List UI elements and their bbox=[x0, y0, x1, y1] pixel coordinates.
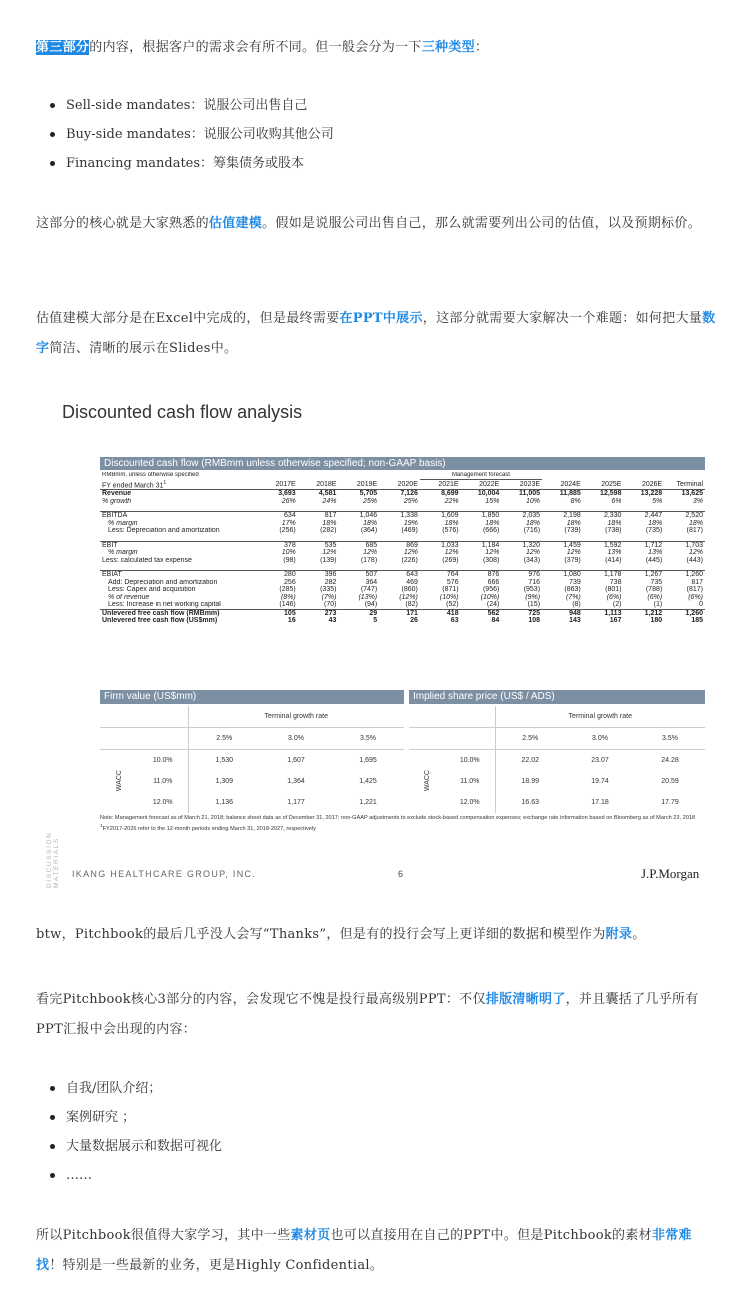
cell-value: 1,712 bbox=[623, 541, 664, 549]
mgmt-forecast-label: Management forecast bbox=[420, 472, 542, 480]
highlight-valuation: 估值建模 bbox=[208, 216, 263, 231]
cell-value: 3,693 bbox=[278, 490, 296, 498]
cell-value: 6% bbox=[611, 497, 622, 505]
cell-value: (2) bbox=[612, 601, 622, 609]
cell-value: 185 bbox=[691, 617, 703, 625]
cell-value: 12,598 bbox=[600, 490, 622, 498]
cell-value: 105 bbox=[257, 609, 298, 617]
table-row bbox=[100, 498, 705, 506]
cell-value: 2,198 bbox=[542, 512, 583, 520]
cell-value: (953) bbox=[523, 586, 541, 594]
cell-value: (8%) bbox=[280, 593, 296, 601]
cell-value: (70) bbox=[323, 601, 337, 609]
dcf-band-title: Discounted cash flow (RMBmm unless otherwise specified; non-GAAP basis) bbox=[100, 457, 705, 470]
cell-value: (343) bbox=[523, 556, 541, 564]
cell-value: 976 bbox=[501, 571, 542, 579]
cell-value: (666) bbox=[482, 527, 500, 535]
list-item: 大量数据展示和数据可视化 bbox=[36, 1132, 222, 1161]
cell-value: 396 bbox=[298, 571, 339, 579]
cell-value: 18% bbox=[566, 519, 581, 527]
cell-value: 12% bbox=[485, 549, 500, 557]
table-row bbox=[100, 792, 404, 813]
cell-value: (6%) bbox=[647, 593, 663, 601]
cell-value: (12%) bbox=[399, 593, 418, 601]
mandate-list bbox=[36, 91, 334, 178]
table-row bbox=[100, 586, 705, 594]
cell-value: 3% bbox=[692, 497, 703, 505]
cell-value: 18% bbox=[485, 519, 500, 527]
table-row bbox=[409, 750, 705, 772]
cell-value: 26 bbox=[410, 617, 418, 625]
wacc-label: WACC bbox=[423, 769, 431, 792]
cell-value: 26% bbox=[281, 497, 296, 505]
cell-value: 63 bbox=[450, 617, 459, 625]
cell-value: (15) bbox=[527, 601, 541, 609]
cell-value: 418 bbox=[420, 609, 461, 617]
cell-value: (146) bbox=[279, 601, 296, 609]
year-header: 2019E bbox=[338, 480, 379, 490]
cell-value: 535 bbox=[298, 541, 339, 549]
wacc-value: 11.0% bbox=[153, 778, 173, 785]
year-header: 2017E bbox=[257, 480, 298, 490]
table-row bbox=[100, 594, 705, 602]
cell-value: (364) bbox=[360, 527, 378, 535]
cell-value: (269) bbox=[442, 556, 459, 564]
cell-value: 13% bbox=[607, 549, 622, 557]
valuation-paragraph: 这部分的核心就是大家熟悉的估值建模。假如是说服公司出售自己，那么就需要列出公司的估值，以及预期标价。 bbox=[36, 216, 702, 231]
cell-value: 16.63 bbox=[495, 792, 565, 813]
cell-value: 19.74 bbox=[591, 778, 609, 785]
cell-value: 1,530 bbox=[188, 750, 260, 772]
cell-value: 643 bbox=[379, 571, 420, 579]
cell-value: (82) bbox=[405, 601, 418, 609]
year-header: 2020E bbox=[379, 480, 420, 490]
cell-value: 562 bbox=[461, 609, 502, 617]
table-row bbox=[100, 557, 705, 565]
jpmorgan-logo: J.P.Morgan bbox=[641, 866, 700, 881]
cell-value: 84 bbox=[491, 617, 500, 625]
cell-value: 25% bbox=[363, 497, 378, 505]
cell-value: 5,705 bbox=[359, 490, 378, 498]
cell-value: (469) bbox=[401, 527, 418, 535]
highlight-numbers: 数字 bbox=[36, 311, 716, 356]
year-header: Terminal bbox=[664, 480, 705, 490]
cell-value: 20.59 bbox=[661, 778, 679, 785]
cell-value: 1,850 bbox=[461, 512, 502, 520]
cell-value: 167 bbox=[609, 617, 622, 625]
row-label: EBITDA bbox=[100, 512, 257, 520]
cell-value: 1,046 bbox=[338, 512, 379, 520]
cell-value: 22% bbox=[444, 497, 459, 505]
list-item: Sell-side mandates：说服公司出售自己 bbox=[36, 91, 334, 120]
cell-value: 12% bbox=[688, 549, 703, 557]
tgr-value: 3.5% bbox=[635, 728, 705, 750]
slide-title: Discounted cash flow analysis bbox=[62, 402, 303, 422]
cell-value: 1,703 bbox=[664, 541, 705, 549]
wacc-value: 10.0% bbox=[152, 757, 173, 764]
cell-value: (6%) bbox=[606, 593, 622, 601]
cell-value: 4,581 bbox=[318, 490, 337, 498]
row-label: % of revenue bbox=[108, 593, 150, 601]
cell-value: 1,184 bbox=[461, 541, 502, 549]
cell-value: 735 bbox=[650, 578, 663, 586]
wacc-value: 10.0% bbox=[459, 757, 480, 764]
year-header: 2024E bbox=[542, 480, 583, 490]
cell-value: 143 bbox=[569, 617, 581, 625]
year-header: 2021E bbox=[420, 480, 461, 490]
cell-value: 18% bbox=[363, 519, 378, 527]
cell-value: 817 bbox=[298, 512, 339, 520]
cell-value: (10%) bbox=[439, 593, 459, 601]
tgr-label: Terminal growth rate bbox=[495, 706, 705, 728]
table-row bbox=[100, 579, 705, 587]
cell-value: 17.79 bbox=[661, 799, 679, 806]
table-row bbox=[409, 792, 705, 813]
cell-value: (716) bbox=[523, 527, 541, 535]
cell-value: (6%) bbox=[688, 593, 703, 601]
cell-value: 948 bbox=[542, 609, 583, 617]
cell-value: (817) bbox=[686, 586, 703, 594]
row-label: Less: Depreciation and amortization bbox=[108, 527, 220, 535]
cell-value: 685 bbox=[338, 541, 379, 549]
cell-value: 171 bbox=[379, 609, 420, 617]
cell-value: 18% bbox=[526, 519, 541, 527]
cell-value: 16 bbox=[287, 617, 296, 625]
cell-value: 18% bbox=[444, 519, 459, 527]
summary-paragraph: 看完Pitchbook核心3部分的内容，会发现它不愧是投行最高级别PPT：不仅排版清晰明了，并且囊括了几乎所有PPT汇报中会出现的内容： bbox=[36, 992, 699, 1037]
highlight-hard-to-find: 非常难找 bbox=[36, 1228, 692, 1273]
appendix-paragraph: btw，Pitchbook的最后几乎没人会写“Thanks”，但是有的投行会写上更详细的数据和模型作为附录。 bbox=[36, 927, 646, 942]
row-label: Add: Depreciation and amortization bbox=[108, 578, 218, 586]
cell-value: (9%) bbox=[525, 593, 541, 601]
cell-value: (7%) bbox=[565, 593, 581, 601]
cell-value: 10% bbox=[281, 549, 296, 557]
cell-value: (956) bbox=[482, 586, 500, 594]
cell-value: 10% bbox=[526, 497, 541, 505]
highlight-types: 三种类型 bbox=[421, 40, 475, 55]
cell-value: (414) bbox=[605, 556, 622, 564]
table-row bbox=[100, 617, 705, 625]
cell-value: (13%) bbox=[358, 593, 378, 601]
cell-value: (308) bbox=[482, 556, 500, 564]
cell-value: (739) bbox=[564, 527, 581, 535]
cell-value: (282) bbox=[320, 527, 337, 535]
cell-value: 1,459 bbox=[542, 541, 583, 549]
table-row bbox=[100, 609, 705, 617]
contents-list bbox=[36, 1074, 222, 1190]
highlight-layout: 排版清晰明了 bbox=[485, 992, 566, 1007]
cell-value: 1,425 bbox=[359, 778, 377, 785]
wacc-value: 12.0% bbox=[152, 799, 173, 806]
cell-value: (94) bbox=[364, 601, 378, 609]
row-label: Less: Capex and acquisition bbox=[108, 586, 196, 594]
cell-value: 507 bbox=[338, 571, 379, 579]
cell-value: 8% bbox=[570, 497, 581, 505]
cell-value: 1,178 bbox=[583, 571, 624, 579]
cell-value: 2,447 bbox=[623, 512, 664, 520]
cell-value: 24% bbox=[322, 497, 337, 505]
cell-value: 7,126 bbox=[400, 490, 418, 498]
year-header: 2026E bbox=[623, 480, 664, 490]
cell-value: (10%) bbox=[480, 593, 500, 601]
list-item: Buy-side mandates：说服公司收购其他公司 bbox=[36, 120, 334, 149]
list-item: Financing mandates：筹集债务或股本 bbox=[36, 149, 334, 178]
cell-value: 11,885 bbox=[559, 490, 581, 498]
cell-value: (178) bbox=[360, 556, 378, 564]
table-row bbox=[100, 490, 705, 498]
cell-value: (1) bbox=[653, 601, 663, 609]
cell-value: (445) bbox=[645, 556, 663, 564]
cell-value: 725 bbox=[501, 609, 542, 617]
highlight-materials: 素材页 bbox=[290, 1228, 331, 1243]
tgr-value: 2.5% bbox=[188, 728, 260, 750]
list-item: …… bbox=[36, 1161, 222, 1190]
year-header: 2018E bbox=[298, 480, 339, 490]
row-label: Less: Increase in net working capital bbox=[108, 601, 221, 609]
cell-value: (285) bbox=[279, 586, 296, 594]
cell-value: 12% bbox=[403, 549, 418, 557]
cell-value: 13% bbox=[648, 549, 663, 557]
row-label: % growth bbox=[102, 497, 132, 505]
cell-value: 817 bbox=[691, 578, 703, 586]
tgr-value: 3.0% bbox=[565, 728, 635, 750]
cell-value: (738) bbox=[605, 527, 622, 535]
table-row bbox=[100, 520, 705, 528]
cell-value: 24.28 bbox=[661, 757, 679, 764]
cell-value: 1,607 bbox=[287, 757, 305, 764]
table-row bbox=[100, 549, 705, 557]
footer-page-number: 6 bbox=[398, 869, 404, 879]
highlight-part-label: 第三部分 bbox=[36, 40, 90, 55]
cell-value: (863) bbox=[564, 586, 581, 594]
cell-value: 10,004 bbox=[477, 490, 500, 498]
cell-value: 18% bbox=[688, 519, 703, 527]
fy-label: FY ended March 31 bbox=[102, 481, 164, 489]
footer-company: IKANG HEALTHCARE GROUP, INC. bbox=[72, 869, 257, 879]
cell-value: 1,033 bbox=[420, 541, 461, 549]
cell-value: 19% bbox=[403, 519, 418, 527]
cell-value: 8,699 bbox=[441, 490, 459, 498]
cell-value: 23.07 bbox=[591, 757, 609, 764]
table-row bbox=[409, 771, 705, 792]
cell-value: 280 bbox=[257, 571, 298, 579]
cell-value: 739 bbox=[569, 578, 581, 586]
slide-note: Note: Management forecast as of March 21, 2018; balance sheet data as of December 31, 2017; non-GAAP adjustments to exclude stock-based compensation expenses; exchange rate information based on Bloomberg as of March 23, 2018 $^1$FY2017-2026 refer to the 12-month periods ending March 31, 2018-2027, respectively bbox=[100, 815, 696, 832]
cell-value: 876 bbox=[461, 571, 502, 579]
firm-value-table bbox=[100, 706, 404, 813]
cell-value: 764 bbox=[420, 571, 461, 579]
cell-value: (735) bbox=[645, 527, 663, 535]
share-price-title: Implied share price (US$ / ADS) bbox=[409, 690, 705, 704]
conclusion-paragraph: 所以Pitchbook很值得大家学习，其中一些素材页也可以直接用在自己的PPT中。但是Pitchbook的素材非常难找！特别是一些最新的业务，更是Highly Confidential。 bbox=[36, 1228, 692, 1273]
dcf-slide-image bbox=[48, 396, 714, 888]
cell-value: 2,035 bbox=[501, 512, 542, 520]
cell-value: 256 bbox=[284, 578, 296, 586]
cell-value: 364 bbox=[365, 578, 378, 586]
share-price-table bbox=[409, 706, 705, 813]
cell-value: (817) bbox=[686, 527, 703, 535]
cell-value: 869 bbox=[379, 541, 420, 549]
cell-value: (52) bbox=[446, 601, 459, 609]
list-item: 自我/团队介绍； bbox=[36, 1074, 222, 1103]
cell-value: 1,592 bbox=[583, 541, 624, 549]
cell-value: 1,338 bbox=[379, 512, 420, 520]
cell-value: 273 bbox=[298, 609, 339, 617]
cell-value: (335) bbox=[320, 586, 337, 594]
cell-value: (98) bbox=[283, 556, 296, 564]
cell-value: 576 bbox=[446, 578, 459, 586]
cell-value: 666 bbox=[487, 578, 500, 586]
cell-value: (801) bbox=[605, 586, 622, 594]
cell-value: 738 bbox=[609, 578, 622, 586]
cell-value: 1,695 bbox=[359, 757, 377, 764]
row-label: Unlevered free cash flow (US$mm) bbox=[102, 617, 218, 625]
cell-value: 15% bbox=[485, 497, 500, 505]
table-row bbox=[100, 601, 705, 609]
cell-value: 29 bbox=[338, 609, 379, 617]
table-row bbox=[100, 527, 705, 535]
cell-value: 282 bbox=[324, 578, 337, 586]
cell-value: 1,260 bbox=[664, 571, 705, 579]
table-row bbox=[100, 750, 404, 772]
cell-value: 12% bbox=[444, 549, 459, 557]
table-row bbox=[100, 771, 404, 792]
cell-value: 12% bbox=[322, 549, 337, 557]
cell-value: (788) bbox=[645, 586, 663, 594]
wacc-value: 11.0% bbox=[460, 778, 480, 785]
cell-value: 1,320 bbox=[501, 541, 542, 549]
tgr-value: 3.5% bbox=[332, 728, 404, 750]
cell-value: 1,309 bbox=[188, 771, 260, 792]
cell-value: 12% bbox=[566, 549, 581, 557]
cell-value: (860) bbox=[401, 586, 418, 594]
cell-value: 18% bbox=[648, 519, 663, 527]
cell-value: (7%) bbox=[321, 593, 337, 601]
cell-value: 180 bbox=[650, 617, 663, 625]
side-label: DISCUSSION MATERIALS bbox=[46, 831, 60, 888]
cell-value: 1,080 bbox=[542, 571, 583, 579]
cell-value: 5 bbox=[373, 617, 378, 625]
row-label: % margin bbox=[108, 549, 138, 557]
cell-value: 716 bbox=[528, 578, 541, 586]
list-item: 案例研究 ； bbox=[36, 1103, 222, 1132]
cell-value: 2,520 bbox=[664, 512, 705, 520]
cell-value: 13,625 bbox=[681, 490, 703, 498]
cell-value: 1,364 bbox=[287, 778, 305, 785]
cell-value: 5% bbox=[652, 497, 663, 505]
cell-value: 1,212 bbox=[623, 609, 664, 617]
dcf-subtitle: RMBmm, unless otherwise specified bbox=[102, 472, 199, 479]
wacc-value: 12.0% bbox=[459, 799, 480, 806]
wacc-label: WACC bbox=[115, 769, 123, 792]
cell-value: 469 bbox=[406, 578, 418, 586]
tgr-value: 3.0% bbox=[260, 728, 332, 750]
row-label: Revenue bbox=[102, 490, 132, 498]
cell-value: (256) bbox=[279, 527, 296, 535]
highlight-appendix: 附录 bbox=[605, 927, 633, 942]
cell-value: 1,136 bbox=[188, 792, 260, 813]
table-row bbox=[100, 571, 705, 579]
firm-value-title: Firm value (US$mm) bbox=[100, 690, 404, 704]
cell-value: 1,177 bbox=[287, 799, 305, 806]
table-row bbox=[100, 512, 705, 520]
cell-value: 25% bbox=[403, 497, 418, 505]
cell-value: 43 bbox=[328, 617, 337, 625]
cell-value: 1,267 bbox=[623, 571, 664, 579]
intro-paragraph: 第三部分的内容，根据客户的需求会有所不同。但一般会分为一下三种类型： bbox=[36, 40, 489, 55]
cell-value: 18% bbox=[322, 519, 337, 527]
year-header: 2023E bbox=[501, 480, 542, 490]
cell-value: 11,005 bbox=[519, 490, 541, 498]
cell-value: (226) bbox=[401, 556, 418, 564]
cell-value: 0 bbox=[699, 601, 703, 609]
cell-value: 22.02 bbox=[495, 750, 565, 772]
cell-value: (443) bbox=[686, 556, 703, 564]
cell-value: 108 bbox=[528, 617, 541, 625]
cell-value: (871) bbox=[442, 586, 459, 594]
dcf-table: RMBmm, unless otherwise specified Management forecast FY ended March $31^1$ 2017E 2018E 2019E 2020E 2021E 2022E 2023E 2024E 2025E 2026E Terminal Revenue 3,693 4,581 5,705 7,126 8,699 10,004 11,005 11,885 12,598 13,228 13,625 % growth 26% 24% 25% 25% 22% 15% 10% 8% 6% 5% 3% EBITDA 634 817 1,046 1,338 1,609 1,850 2,035 2,198 2,330 2,447 2,520 % margin 17% 18% 18% 19% 18% 18% 18% 18% 18% 18% 18% Less: Depreciation and amortization (256) (282) (364) (469) (576) (666) (716) (739) (738) (735) (817) EBIT 378 535 685 869 1,033 1,184 1,320 1,459 1,592 1,712 1,703 % margin 10% 12% 12% 12% 12% 12% 12% 12% 13% 13% 12% Less: calculated tax expense (98) (139) (178) (226) (269) (308) (343) (379) (414) (445) (443) EBIAT 280 396 507 643 764 876 976 1,080 1,178 1,267 1,260 Add: Depreciation and amortization 256 282 364 469 576 666 716 739 738 735 817 Less: Capex and acquisition (285) (335) (747) (860) (871) (956) (953) (863) (801) (788) (817) % of revenue (8%) (7%) (13%) (12%) (10%) (10%) (9%) (7%) (6%) (6%) (6%) Less: Increase in net working capital (146) (70) (94) (82) (52) (24) (15) (8) (2) (1) 0 Unlevered free cash flow (RMBmm) 105 273 29 171 418 562 725 948 1,113 1,212 1,260 Unlevered free cash flow (US$mm) 16 43 5 26 63 84 108 143 167 180 185 bbox=[102, 472, 703, 625]
cell-value: (747) bbox=[360, 586, 378, 594]
row-label: % margin bbox=[108, 519, 138, 527]
cell-value: 378 bbox=[257, 541, 298, 549]
cell-value: (139) bbox=[320, 556, 337, 564]
cell-value: 17.18 bbox=[591, 799, 609, 806]
row-label: Unlevered free cash flow (RMBmm) bbox=[100, 609, 257, 617]
cell-value: (8) bbox=[572, 601, 581, 609]
cell-value: 17% bbox=[281, 519, 296, 527]
table-row bbox=[100, 541, 705, 549]
highlight-ppt: 在PPT中展示 bbox=[339, 311, 423, 326]
year-header: 2022E bbox=[461, 480, 502, 490]
row-label: EBIT bbox=[100, 541, 257, 549]
excel-paragraph: 估值建模大部分是在Excel中完成的，但是最终需要在PPT中展示，这部分就需要大家解决一个难题：如何把大量数字简洁、清晰的展示在Slides中。 bbox=[36, 311, 716, 356]
cell-value: (576) bbox=[442, 527, 459, 535]
row-label: EBIAT bbox=[100, 571, 257, 579]
cell-value: 1,609 bbox=[420, 512, 461, 520]
tgr-value: 2.5% bbox=[495, 728, 565, 750]
row-label: Less: calculated tax expense bbox=[102, 556, 192, 564]
cell-value: (379) bbox=[564, 556, 581, 564]
tgr-label: Terminal growth rate bbox=[188, 706, 404, 728]
year-header: 2025E bbox=[583, 480, 624, 490]
cell-value: (24) bbox=[486, 601, 500, 609]
cell-value: 1,260 bbox=[664, 609, 705, 617]
cell-value: 634 bbox=[257, 512, 298, 520]
cell-value: 18% bbox=[607, 519, 622, 527]
cell-value: 18.99 bbox=[495, 771, 565, 792]
cell-value: 12% bbox=[363, 549, 378, 557]
cell-value: 13,228 bbox=[640, 490, 663, 498]
cell-value: 1,113 bbox=[583, 609, 624, 617]
cell-value: 12% bbox=[526, 549, 541, 557]
cell-value: 2,330 bbox=[583, 512, 624, 520]
cell-value: 1,221 bbox=[359, 799, 377, 806]
